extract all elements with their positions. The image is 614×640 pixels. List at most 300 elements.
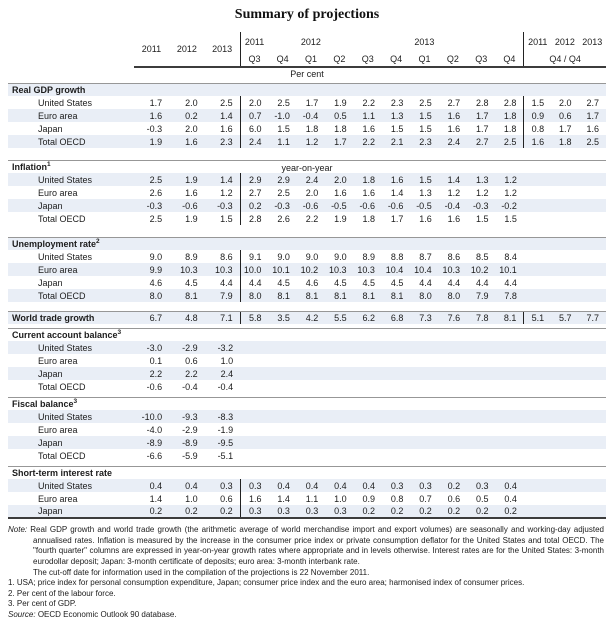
value-cell: 1.7 [325,135,353,148]
section-header-cell [8,237,606,250]
quarter-year-group-header [240,32,297,52]
section-header-row [8,328,606,341]
value-cell: 5.1 [524,311,551,324]
table-row [8,212,606,225]
value-cell [382,436,410,449]
value-cell: 1.8 [503,123,517,134]
table-row [8,410,606,423]
value-cell: -0.4 [217,381,234,392]
value-cell: 8.1 [325,289,353,302]
value-cell [495,449,523,462]
value-cell [579,199,606,212]
value-cell: 1.3 [382,109,410,122]
table-row [8,505,606,518]
value-cell [524,250,551,263]
value-cell: 1.6 [447,123,461,134]
value-cell [579,479,606,492]
value-cell: 2.0 [185,123,198,134]
value-cell [240,367,268,380]
value-cell [551,341,578,354]
row-label: Japan [8,505,134,518]
value-cell: 10.2 [297,263,325,276]
value-cell [325,436,353,449]
value-cell [467,354,495,367]
q4q4-year-header: 2013 [582,37,603,47]
value-cell: 4.5 [362,277,375,288]
value-cell: 1.2 [495,173,523,186]
table-row [8,199,606,212]
value-cell: 0.7 [419,493,432,504]
value-cell: -5.9 [182,450,198,461]
value-cell: 4.2 [297,311,325,324]
value-cell [524,436,551,449]
value-cell [354,354,382,367]
value-cell [551,173,578,186]
value-cell [524,479,551,492]
value-cell [240,354,268,367]
value-cell: 4.4 [220,277,233,288]
value-cell: 2.8 [503,97,517,108]
value-cell [240,423,268,436]
table-row [8,492,606,505]
value-cell: 1.3 [419,187,432,198]
value-cell: 0.2 [467,505,495,518]
unit-label-row [8,67,606,80]
value-cell: 0.6 [551,109,578,122]
value-cell [551,505,578,518]
value-cell: 2.2 [354,135,382,148]
quarter-header: Q3 [354,52,382,67]
section-header-cell [8,328,606,341]
value-cell [579,289,606,302]
value-cell: 2.0 [559,97,572,108]
value-cell [467,341,495,354]
value-cell: -3.0 [134,341,169,354]
value-cell [524,410,551,423]
value-cell [297,354,325,367]
value-cell: 0.2 [382,505,410,518]
value-cell [579,276,606,289]
value-cell: 1.8 [495,109,523,122]
value-cell: 4.6 [149,277,163,288]
value-cell [551,436,578,449]
value-cell [382,410,410,423]
value-cell: -0.3 [205,199,240,212]
value-cell [354,380,382,393]
value-cell: 1.4 [205,109,240,122]
value-cell: 1.7 [390,213,404,224]
value-cell: 2.4 [439,135,467,148]
table-row [8,109,606,122]
value-cell: 2.4 [205,367,240,380]
value-cell: 1.7 [305,97,319,108]
section-title: Current account balance$^3$ [12,329,122,341]
value-cell [579,505,606,518]
value-cell [467,436,495,449]
value-cell: 8.9 [185,251,198,262]
value-cell: 6.0 [240,122,268,135]
value-cell: 7.6 [439,311,467,324]
value-cell: 5.7 [551,311,578,324]
value-cell: 0.7 [240,109,268,122]
value-cell: 0.3 [297,505,325,518]
value-cell: -2.9 [182,424,198,435]
section-footnote-ref: 1 [47,161,51,169]
footnotes-list [8,578,604,610]
spacer-cell [8,302,606,311]
row-label: Japan [8,367,134,380]
row-label: Euro area [38,424,78,435]
value-cell: 7.7 [579,311,606,324]
value-cell: 4.4 [240,276,268,289]
value-cell [325,367,353,380]
section-title: Unemployment rate$^2$ [12,238,100,250]
value-cell [410,410,438,423]
value-cell: 1.7 [559,123,572,134]
value-cell: 8.1 [297,289,325,302]
row-label: Total OECD [38,381,86,392]
value-cell: 2.3 [390,97,404,108]
row-label: Euro area [8,263,134,276]
value-cell: -0.4 [297,109,325,122]
value-cell: 1.1 [305,493,319,504]
value-cell [579,436,606,449]
value-cell [551,276,578,289]
page-title: Summary of projections [234,7,380,22]
value-cell: 1.6 [362,123,375,134]
value-cell: 1.6 [382,173,410,186]
value-cell: 0.1 [149,355,163,366]
value-cell: 2.3 [410,135,438,148]
value-cell [439,341,467,354]
value-cell [382,341,410,354]
quarter-header: Q2 [439,52,467,67]
row-label: Total OECD [8,135,134,148]
value-cell: 1.6 [447,213,461,224]
annual-year-header: 2012 [169,32,204,67]
value-cell [579,173,606,186]
value-cell: 0.4 [297,479,325,492]
value-cell [439,449,467,462]
notes-block [8,525,604,621]
value-cell: 10.1 [268,263,296,276]
table-bottom-rule-row [8,518,606,519]
value-cell: -1.9 [217,424,234,435]
section-spacer [8,302,606,311]
value-cell: 8.8 [390,251,404,262]
value-cell: 2.7 [467,135,495,148]
value-cell [551,492,578,505]
value-cell: 1.2 [447,187,461,198]
value-cell: 1.8 [305,123,319,134]
value-cell: 0.2 [495,505,523,518]
value-cell: -0.6 [146,381,163,392]
note-label: Note: [8,525,28,534]
table-row [8,479,606,492]
value-cell: 2.8 [475,97,489,108]
value-cell [524,186,551,199]
table-row [8,186,606,199]
table-row [8,263,606,276]
footnote-number: 3. [8,599,17,609]
value-cell: 1.6 [185,187,198,198]
value-cell: -1.0 [268,109,296,122]
section-title: Fiscal balance$^3$ [12,398,78,410]
value-cell: 1.2 [504,187,517,198]
value-cell: 0.8 [524,122,551,135]
value-cell: 2.6 [149,187,163,198]
value-cell [579,410,606,423]
value-cell: 4.5 [390,277,404,288]
value-cell: 9.0 [334,251,347,262]
value-cell: 1.5 [390,123,404,134]
value-cell [240,449,268,462]
value-cell [524,449,551,462]
value-cell: -0.6 [382,199,410,212]
value-cell [439,436,467,449]
value-cell [551,186,578,199]
value-cell: 1.0 [185,493,198,504]
value-cell [410,367,438,380]
value-cell: 1.4 [439,173,467,186]
value-cell [268,367,296,380]
value-cell [495,436,523,449]
value-cell [579,492,606,505]
value-cell: 2.0 [240,96,268,109]
value-cell: 2.5 [495,135,523,148]
value-cell: 5.5 [325,311,353,324]
value-cell [579,354,606,367]
value-cell: 10.4 [382,263,410,276]
value-cell [579,341,606,354]
quarter-year-label: 2011 [244,37,265,47]
value-cell: 0.4 [504,493,517,504]
value-cell: 7.8 [467,311,495,324]
value-cell: 0.4 [325,479,353,492]
value-cell: 1.4 [277,493,290,504]
value-cell [382,354,410,367]
section-title-cell: World trade growth [8,311,134,324]
value-cell [297,367,325,380]
value-cell: 0.5 [475,493,489,504]
table-row [8,173,606,186]
row-label: Total OECD [8,289,134,302]
value-cell: 10.0 [240,263,268,276]
value-cell [579,380,606,393]
value-cell: 7.9 [205,289,240,302]
value-cell [551,212,578,225]
section-title: Inflation$^1$ [12,161,51,173]
value-cell [551,263,578,276]
value-cell: 2.7 [586,97,599,108]
value-cell: 0.4 [354,479,382,492]
value-cell [524,173,551,186]
value-cell: -0.5 [325,199,353,212]
value-cell: -0.6 [169,199,204,212]
table-header [8,32,606,67]
value-cell: 10.3 [354,263,382,276]
value-cell: 0.3 [410,479,438,492]
value-cell [524,492,551,505]
value-cell: 2.2 [362,97,375,108]
table-row [8,122,606,135]
section-header-cell [8,83,606,96]
section-footnote-ref: 2 [96,238,100,246]
value-cell: 0.4 [169,479,204,492]
value-cell: 1.2 [297,135,325,148]
unit-label: Per cent [290,69,324,79]
value-cell: 1.5 [410,173,438,186]
value-cell: 2.5 [134,173,169,186]
value-cell: -0.3 [467,199,495,212]
value-cell: 1.5 [419,123,432,134]
q4q4-year-header: 2011 [524,32,551,52]
value-cell: 1.2 [220,187,233,198]
value-cell: 1.5 [504,213,517,224]
value-cell: 0.6 [447,493,461,504]
value-cell: 9.0 [277,251,290,262]
quarter-header: Q4 [382,52,410,67]
value-cell [297,423,325,436]
value-cell: 2.5 [277,187,290,198]
source-text: OECD Economic Outlook 90 database. [37,610,177,619]
table-body [8,67,606,519]
value-cell [579,250,606,263]
value-cell [524,367,551,380]
value-cell [297,410,325,423]
quarter-year-group-header [410,32,524,52]
section-header-row [8,466,606,479]
value-cell: 1.6 [439,109,467,122]
value-cell [495,354,523,367]
value-cell: 6.8 [382,311,410,324]
value-cell [410,341,438,354]
value-cell [467,380,495,393]
note-body-text: Real GDP growth and world trade growth (the arithmetic average of world merchandise import and export volumes) are seasonally and working-day adjusted annualised rates. Inflation is measured by the increase in the consumer price index or private consumption deflator for the United States and total OECD. The "fourth quarter" columns are expressed in year-on-year growth rates where appropriate and in levels otherwise. Interest rates are for the United States: 3-month eurodollar deposit; Japan: 3-month certificate of deposits; euro area: 3-month interbank rate. [30,525,604,566]
value-cell [410,380,438,393]
value-cell: 0.3 [240,479,268,492]
value-cell [524,199,551,212]
value-cell: 4.5 [334,277,347,288]
value-cell [495,341,523,354]
value-cell: 1.8 [334,123,347,134]
value-cell: 9.0 [305,251,319,262]
value-cell: 8.1 [354,289,382,302]
row-label: Japan [8,436,134,449]
value-cell: 4.5 [185,277,198,288]
table-row [8,96,606,109]
annual-year-header: 2011 [134,32,169,67]
value-cell [524,212,551,225]
section-title: Short-term interest rate [12,467,113,478]
value-cell: 0.6 [185,355,198,366]
row-label: United States [38,251,93,262]
value-cell: 8.4 [504,251,517,262]
value-cell: 1.6 [334,187,347,198]
source-line [8,610,604,621]
value-cell: 4.4 [475,277,489,288]
footnote-number: 2. [8,588,17,598]
table-row [8,449,606,462]
value-cell: 1.0 [334,493,347,504]
value-cell [467,367,495,380]
value-cell: 0.5 [325,109,353,122]
value-cell: 10.3 [439,263,467,276]
value-cell: 0.3 [467,479,495,492]
value-cell [240,380,268,393]
row-label: United States [8,479,134,492]
value-cell [268,354,296,367]
value-cell: 10.2 [467,263,495,276]
table-row [8,436,606,449]
value-cell: 1.4 [205,173,240,186]
value-cell: 7.1 [205,311,240,324]
value-cell [325,423,353,436]
value-cell [524,354,551,367]
value-cell: -5.1 [217,450,234,461]
value-cell: 8.1 [169,289,204,302]
row-label: Japan [8,199,134,212]
value-cell: 8.6 [447,251,461,262]
value-cell [495,423,523,436]
value-cell: -0.3 [268,199,296,212]
value-cell: 1.4 [149,493,163,504]
value-cell: 2.9 [268,173,296,186]
value-cell: 1.4 [390,187,404,198]
value-cell: 0.4 [495,479,523,492]
footnote-text: USA; price index for personal consumption expenditure, Japan; consumer price index and the euro area; harmonised index of consumer prices. [16,578,525,588]
value-cell: 8.9 [362,251,375,262]
spacer-cell [8,148,606,160]
footnote-number: 1. [8,578,17,588]
row-label: United States [38,97,93,108]
value-cell: 6.7 [134,311,169,324]
table-row [8,354,606,367]
value-cell: -6.6 [146,450,163,461]
value-cell: 7.8 [495,289,523,302]
value-cell: 8.0 [134,289,169,302]
value-cell: -3.2 [205,341,240,354]
value-cell: 2.5 [149,213,163,224]
value-cell [551,449,578,462]
value-cell: 1.5 [524,96,551,109]
value-cell: 2.3 [205,135,240,148]
value-cell: 0.3 [325,505,353,518]
value-cell: 0.2 [134,505,169,518]
table-row [8,250,606,263]
value-cell [551,199,578,212]
value-cell: 1.5 [220,213,233,224]
section-header-row [8,83,606,96]
value-cell: 10.4 [410,263,438,276]
footnote-text: Per cent of the labour force. [16,588,116,598]
value-cell: 0.8 [390,493,404,504]
row-label: Euro area [8,109,134,122]
value-cell [467,449,495,462]
value-cell: 0.3 [240,505,268,518]
value-cell [524,380,551,393]
value-cell: 2.5 [277,97,290,108]
value-cell: 10.1 [495,263,523,276]
value-cell [268,436,296,449]
value-cell [240,436,268,449]
value-cell: 9.1 [240,250,268,263]
value-cell [551,423,578,436]
value-cell: 1.9 [134,135,169,148]
value-cell: 10.3 [205,263,240,276]
value-cell: -0.2 [495,199,523,212]
value-cell [551,380,578,393]
